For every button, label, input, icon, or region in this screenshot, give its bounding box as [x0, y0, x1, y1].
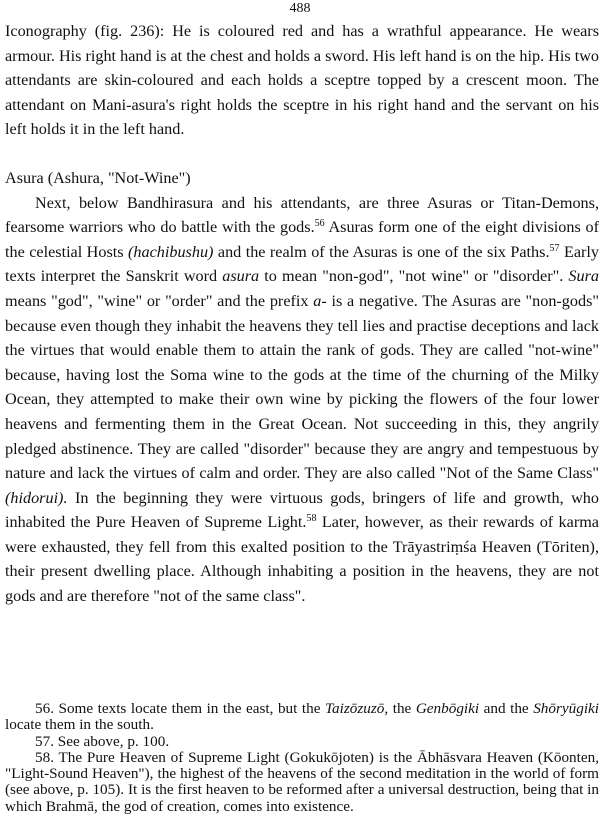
asura-text-3: and the realm of the Asuras is one of the six Paths.	[213, 242, 550, 261]
footnote-56-text-3: and the	[479, 700, 534, 717]
asura-text-1: Next, below Bandhirasura and his attendants, are three Asuras or Titan-Demons, fearsome warriors who do battle with the gods.	[5, 193, 599, 237]
asura-paragraph	[5, 191, 599, 609]
asura-text-6: means "god", "wine" or "order" and the prefix	[5, 291, 314, 310]
asura-heading: Asura (Ashura, "Not-Wine")	[5, 168, 191, 187]
footnotes	[5, 701, 599, 815]
asura-text-2: Asuras form one of the eight divisions of the celestial Hosts	[5, 218, 599, 261]
asura-text-4: Early texts interpret the Sanskrit word	[5, 242, 599, 286]
iconography-text: Iconography (fig. 236): He is coloured red and has a wrathful appearance. He wears armour. His right hand is at the chest and holds a sword. His left hand is on the hip. His two attendants are skin-coloured and each holds a sceptre topped by a crescent moon. The attendant on Mani-asura's right holds the sceptre in his right hand and the servant on his left holds it in the left hand.	[5, 22, 599, 139]
footnote-56	[5, 701, 599, 734]
term-genbogiki: Genbōgiki	[415, 700, 480, 717]
term-asura: asura	[222, 267, 260, 286]
paragraph-gap	[5, 142, 599, 166]
term-taizozuzo: Taizōzuzō	[325, 700, 385, 717]
page-number: 488	[289, 1, 311, 16]
asura-text-9: Later, however, as their rewards of karma were exhausted, they fell from this exalted position to the Trāyastriṃśa Heaven (Tōriten), their present dwelling place. Although inhabiting a position in the heavens, they are not gods and are therefore "not of the same class".	[5, 513, 599, 606]
asura-text-7: is a negative. The Asuras are "non-gods" because even though they inhabit the heavens they tell lies and practise deceptions and lack the virtues that would enable them to attain the rank of gods. They are called "not-wine" because, having lost the Soma wine to the gods at the time of the churning of the Milky Ocean, they attempted to make their own wine by picking the flowers of the four lower heavens and fermenting them in the Great Ocean. Not succeeding in this, they angrily pledged abstinence. They are called "disorder" because they are angry and tempestuous by nature and lack the virtues of calm and order. They are also called "Not of the Same Class"	[5, 291, 599, 483]
footnote-58: 58. The Pure Heaven of Supreme Light (Gokukōjoten) is the Ābhāsvara Heaven (Kōonten, "Light-Sound Heaven"), the highest of the heavens of the second meditation in the world of form (see above, p. 105). It is the first heaven to be reformed after a universal destruction, being that in which Brahmā, the god of creation, comes into existence.	[5, 748, 599, 815]
footnote-57: 57. See above, p. 100.	[35, 732, 170, 750]
term-sura: Sura	[568, 267, 599, 286]
term-shoryugiki: Shōryūgiki	[533, 700, 600, 717]
term-hidorui: (hidorui).	[5, 488, 68, 507]
asura-text-8: In the beginning they were virtuous gods, bringers of life and growth, who inhabited the Pure Heaven of Supreme Light.	[5, 488, 599, 532]
iconography-paragraph	[5, 19, 599, 142]
footnote-ref-57[interactable]: 57	[549, 242, 560, 254]
footnote-56-text-1: 56. Some texts locate them in the east, but the	[35, 700, 325, 717]
asura-text-5: to mean "non-god", "not wine" or "disorder".	[259, 267, 569, 286]
main-text	[5, 19, 599, 609]
footnote-56-text-4: locate them in the south.	[5, 716, 154, 734]
term-hachibushu: (hachibushu)	[128, 242, 214, 261]
footnote-56-text-2: , the	[384, 700, 416, 717]
footnote-ref-58[interactable]: 58	[306, 513, 317, 525]
term-a-prefix: a-	[313, 291, 327, 310]
footnote-ref-56[interactable]: 56	[314, 218, 325, 230]
